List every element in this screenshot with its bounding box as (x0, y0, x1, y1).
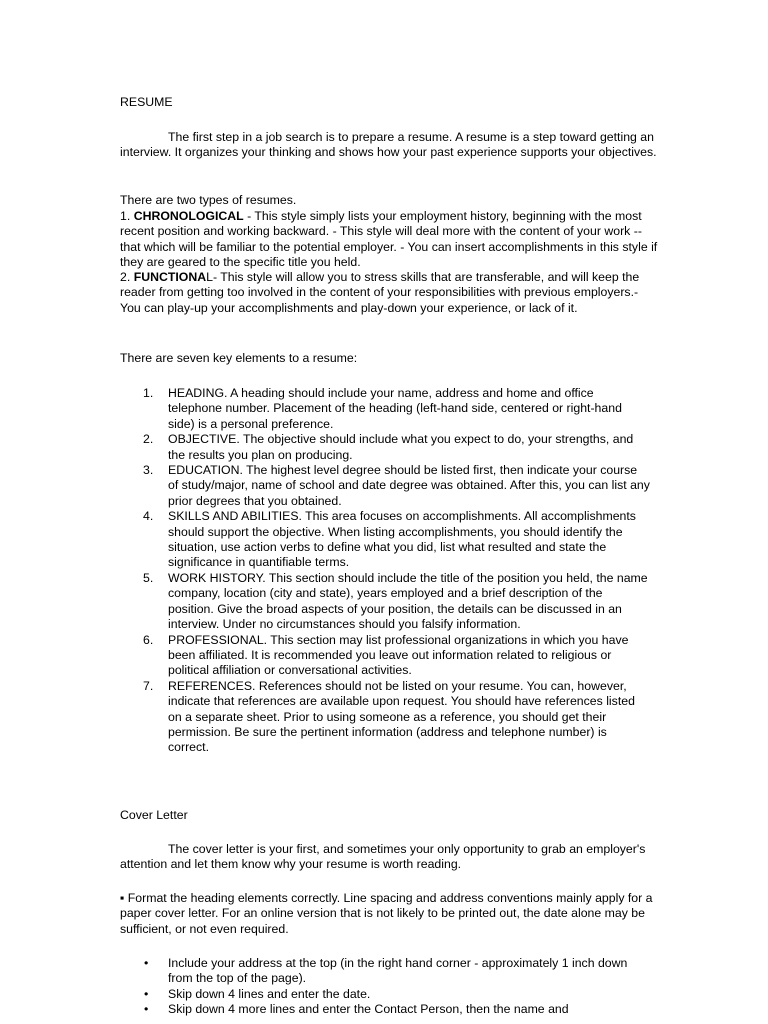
list-item-text: EDUCATION. The highest level degree should be listed first, then indicate your course of study/major, name of school and date degree was obtained. After this, you can list any prior degrees that you obtained. (168, 463, 650, 508)
list-item (120, 679, 650, 756)
cover-letter-intro-paragraph (120, 842, 660, 873)
resume-types-intro: There are two types of resumes. (120, 193, 297, 207)
list-item-text: WORK HISTORY. This section should include the title of the position you held, the name company, location (city and state), years employed and a brief description of the position. Give the broad aspects of your position, the details can be discussed in an interview. Under no circumstances should you falsify information. (168, 570, 648, 632)
resume-title: RESUME (120, 95, 173, 109)
list-item (120, 386, 650, 432)
bullet-icon: • (144, 1002, 149, 1017)
type2-name: FUNCTIONA (133, 270, 207, 284)
list-item (120, 571, 650, 633)
list-item (120, 633, 650, 679)
type1-name: CHRONOLOGICAL (133, 209, 244, 223)
resume-elements-list (120, 386, 660, 756)
list-item (120, 463, 650, 509)
type1-prefix: 1. (120, 209, 134, 223)
cover-letter-bullets (120, 956, 660, 1018)
list-item-number: 2. (143, 432, 154, 447)
list-item-text: HEADING. A heading should include your name, address and home and office telephone number. Placement of the heading (left-hand side, centered or right-hand side) is a personal preference. (168, 386, 622, 431)
list-item (120, 432, 650, 463)
list-item-text: Include your address at the top (in the right hand corner - approximately 1 inch down from the top of the page). (168, 956, 628, 986)
list-item-number: 5. (143, 570, 154, 585)
list-item (120, 956, 638, 987)
bullet-icon: • (144, 956, 149, 970)
resume-intro-paragraph (120, 130, 660, 161)
list-item (120, 987, 638, 1002)
list-item-text: SKILLS AND ABILITIES. This area focuses on accomplishments. All accomplishments should support the objective. When listing accomplishments, you should identify the situation, use action verbs to define what you did, list what resulted and state the significance in quantifiable terms. (168, 509, 636, 570)
resume-type-chronological (120, 209, 660, 271)
list-item-text: REFERENCES. References should not be listed on your resume. You can, however, indicate that references are available upon request. You should have references listed on a separate sheet. Prior to using someone as a reference, you should get their permission. Be sure the pertinent information (address and telephone number) is correct. (168, 678, 635, 755)
type2-text: L- This style will allow you to stress skills that are transferable, and will keep the reader from getting too involved in the content of your responsibilities with previous employers.- You can play-up your accomplishments and play-down your experience, or lack of it. (120, 270, 640, 315)
cover-letter-intro-text: The cover letter is your first, and sometimes your only opportunity to grab an employer's attention and let them know why your resume is worth reading. (120, 842, 646, 872)
list-item-number: 4. (143, 509, 154, 524)
list-item-number: 6. (143, 632, 154, 647)
bullet-icon: • (144, 986, 149, 1001)
elements-intro: There are seven key elements to a resume: (120, 351, 358, 365)
list-item-number: 7. (143, 678, 154, 693)
list-item (120, 1002, 638, 1017)
list-item (120, 509, 650, 571)
type2-prefix: 2. (120, 270, 134, 284)
list-item-text: Skip down 4 more lines and enter the Contact Person, then the name and (168, 1002, 569, 1017)
list-item-text: PROFESSIONAL. This section may list professional organizations in which you have been affiliated. It is recommended you leave out information related to religious or political affiliation or conversational activities. (168, 632, 629, 678)
cover-letter-title: Cover Letter (120, 808, 188, 822)
resume-type-functional (120, 270, 660, 316)
list-item-number: 3. (143, 463, 154, 478)
resume-intro-text: The first step in a job search is to prepare a resume. A resume is a step toward getting an interview. It organizes your thinking and shows how your past experience supports your objectives. (120, 130, 657, 160)
type1-text: - This style simply lists your employment history, beginning with the most recent position and working backward. - This style will deal more with the content of your work -- that which will be familiar to the potential employer. - You can insert accomplishments in this style if they are geared to the specific title you held. (120, 209, 658, 270)
list-item-text: Skip down 4 lines and enter the date. (168, 986, 371, 1001)
list-item-number: 1. (143, 386, 154, 400)
list-item-text: OBJECTIVE. The objective should include what you expect to do, your strengths, and the results you plan on producing. (168, 432, 634, 462)
cover-letter-format-note: ▪ Format the heading elements correctly. Line spacing and address conventions mainly apply for a paper cover letter. For an online version that is not likely to be printed out, the date alone may be sufficient, or not even required. (120, 891, 653, 936)
